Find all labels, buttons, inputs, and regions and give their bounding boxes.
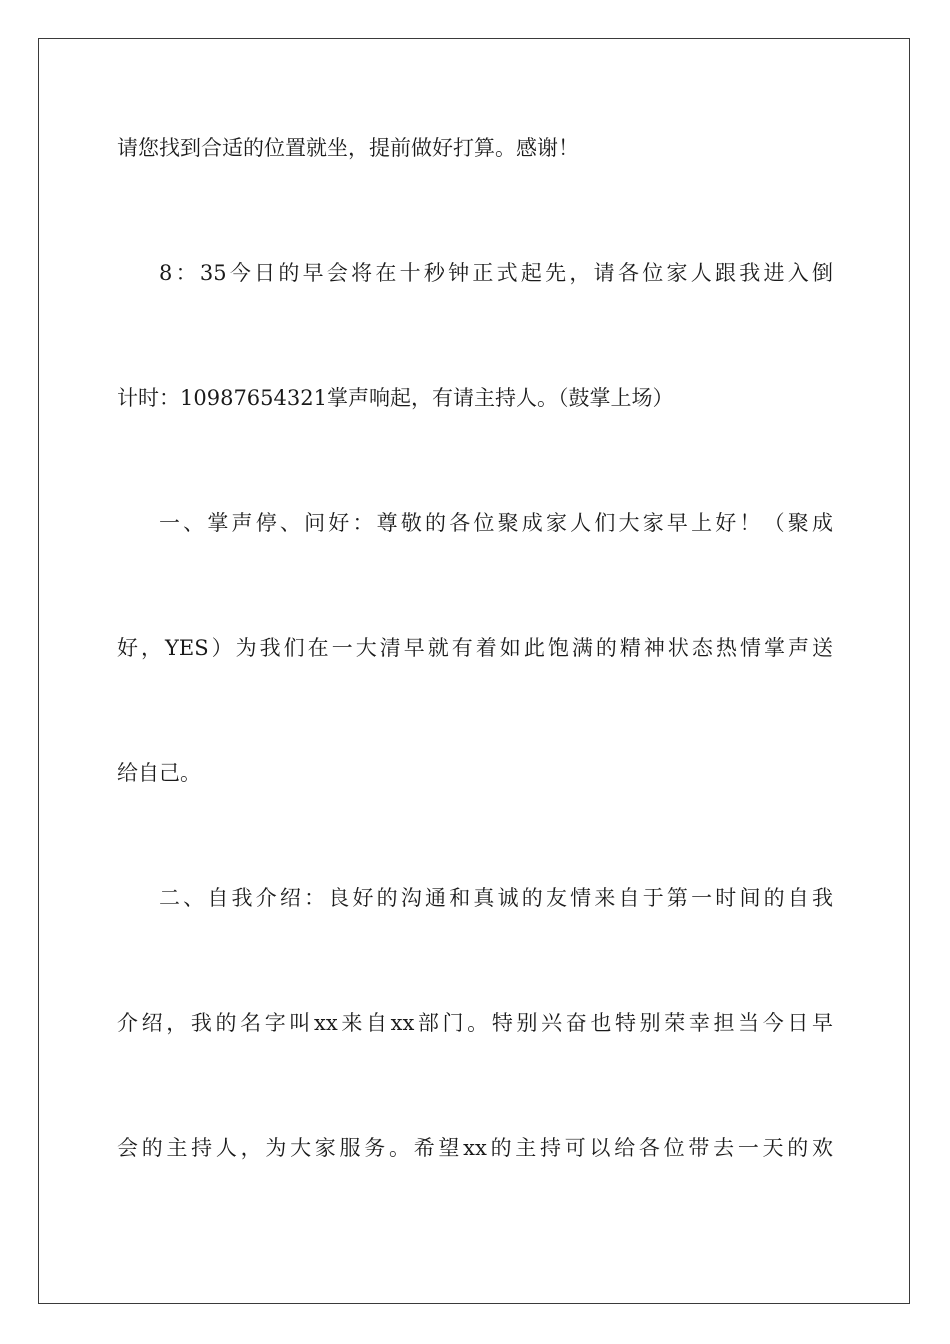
text-line-9: 会的主持人，为大家服务。希望xx的主持可以给各位带去一天的欢 <box>117 1136 833 1160</box>
text-line-6: 给自己。 <box>117 761 201 785</box>
text-line-2: 8：35今日的早会将在十秒钟正式起先，请各位家人跟我进入倒 <box>159 261 833 285</box>
text-line-5: 好，YES）为我们在一大清早就有着如此饱满的精神状态热情掌声送 <box>117 636 833 660</box>
text-line-1: 请您找到合适的位置就坐，提前做好打算。感谢！ <box>117 136 579 160</box>
text-line-7: 二、自我介绍：良好的沟通和真诚的友情来自于第一时间的自我 <box>159 886 833 910</box>
text-line-3: 计时：10987654321掌声响起，有请主持人。（鼓掌上场） <box>117 386 674 410</box>
text-line-4: 一、掌声停、问好：尊敬的各位聚成家人们大家早上好！（聚成 <box>159 511 833 535</box>
page-border <box>38 38 910 1304</box>
text-line-8: 介绍，我的名字叫xx来自xx部门。特别兴奋也特别荣幸担当今日早 <box>117 1011 833 1035</box>
